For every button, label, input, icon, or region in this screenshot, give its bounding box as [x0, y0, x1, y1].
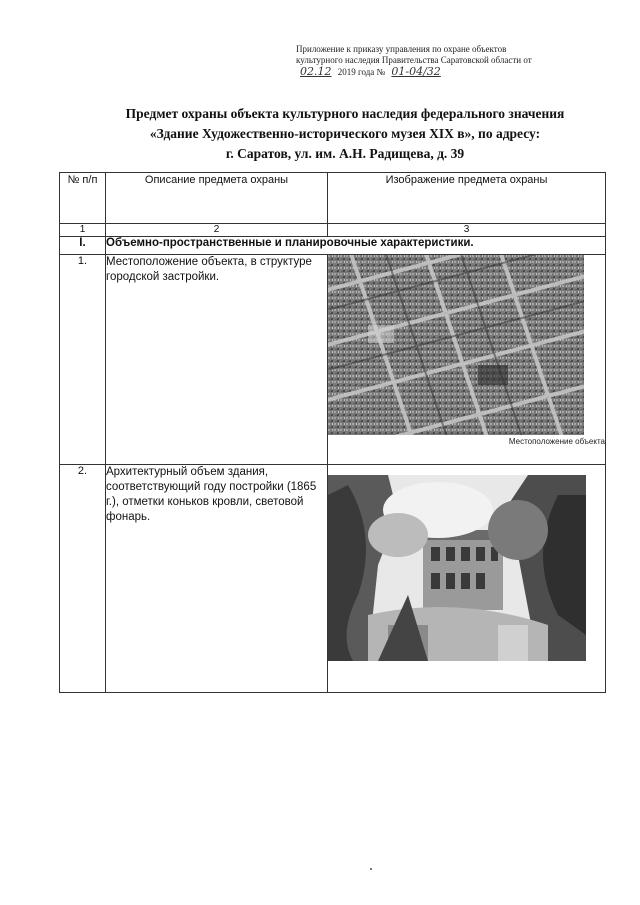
heritage-table [59, 172, 606, 693]
section-number: I. [60, 237, 106, 255]
header-description: Описание предмета охраны [106, 173, 328, 224]
column-number: 3 [328, 224, 606, 237]
appendix-line-3 [296, 66, 602, 78]
photo-caption: Местоположение объекта [508, 437, 605, 446]
section-title: Объемно-пространственные и планировочные характеристики. [106, 237, 606, 255]
document-title [60, 104, 630, 164]
table-row [60, 255, 606, 465]
scan-speck [370, 868, 372, 870]
header-image: Изображение предмета охраны [328, 173, 606, 224]
appendix-line-1: Приложение к приказу управления по охране объектов [296, 44, 507, 54]
table-row [60, 465, 606, 693]
column-numbers-row [60, 224, 606, 237]
row-description: Архитектурный объем здания, соответствующий году постройки (1865 г.), отметки коньков кровли, световой фонарь. [106, 465, 328, 693]
header-number: № п/п [60, 173, 106, 224]
appendix-line-2: культурного наследия Правительства Саратовской области от [296, 55, 532, 65]
title-line-2: «Здание Художественно-исторического музея XIX в», по адресу: [149, 126, 541, 141]
row-description: Местоположение объекта, в структуре городской застройки. [106, 255, 328, 465]
appendix-year-text: 2019 года № [337, 67, 386, 77]
column-number: 1 [60, 224, 106, 237]
aerial-photo [328, 255, 584, 435]
title-line-3: г. Саратов, ул. им. А.Н. Радищева, д. 39 [225, 146, 465, 161]
section-row [60, 237, 606, 255]
handwritten-number: 01-04/32 [391, 65, 441, 78]
column-number: 2 [106, 224, 328, 237]
row-image-cell [328, 465, 606, 693]
row-number: 1. [60, 255, 106, 465]
building-photo [328, 475, 586, 661]
title-line-1: Предмет охраны объекта культурного наследия федерального значения [125, 106, 565, 121]
row-number: 2. [60, 465, 106, 693]
row-image-cell [328, 255, 606, 465]
table-header-row [60, 173, 606, 224]
handwritten-date: 02.12 [300, 65, 332, 78]
appendix-note [296, 44, 602, 78]
